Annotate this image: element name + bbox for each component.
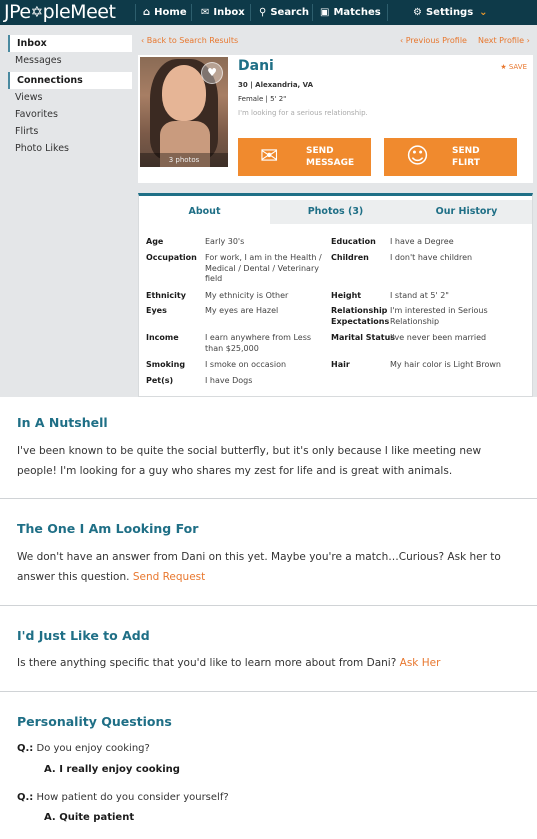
profile-seeking: I'm looking for a serious relationship. [238, 109, 368, 117]
detail-label: Smoking [146, 360, 186, 369]
sidebar-item-favorites[interactable]: Favorites [15, 109, 58, 120]
profile-card [138, 55, 533, 183]
previous-profile-link[interactable]: ‹ Previous Profile [400, 36, 467, 45]
profile-tabs [139, 200, 532, 224]
section-like-to-add [0, 606, 537, 692]
next-profile-link[interactable]: Next Profile › [478, 36, 530, 45]
section-title: The One I Am Looking For [17, 521, 199, 536]
section-text: I've been known to be quite the social butterfly, but it's only because I like meeting new people! I'm looking for a guy who shares my zest for life and is great with animals. [17, 445, 482, 477]
sidebar-item-connections[interactable]: Connections [8, 72, 132, 89]
section-looking-for [0, 499, 537, 606]
section-text: We don't have an answer from Dani on this yet. Maybe you're a match…Curious? Ask her to answer this question. Send Request [17, 551, 501, 583]
photo-count-caption: 3 photos [140, 153, 228, 167]
answer: A. Quite patient [44, 812, 135, 823]
detail-label: Age [146, 237, 164, 246]
nav-divider [191, 4, 192, 21]
detail-value: For work, I am in the Health / Medical / Dental / Veterinary field [205, 253, 322, 283]
home-icon: ⌂ [143, 7, 151, 18]
top-nav-bar [0, 0, 537, 25]
detail-value: I have Dogs [205, 376, 253, 385]
brand-logo[interactable]: JPe✡pleMeet [4, 1, 116, 23]
section-nutshell [0, 397, 537, 499]
section-text: Is there anything specific that you'd like to learn more about from Dani? Ask Her [17, 657, 441, 669]
detail-label: Eyes [146, 306, 167, 315]
sidebar-item-flirts[interactable]: Flirts [15, 126, 39, 137]
detail-label: Pet(s) [146, 376, 174, 385]
back-to-search-link[interactable]: ‹ Back to Search Results [141, 36, 239, 45]
star-of-david-icon: ✡ [30, 3, 43, 21]
detail-label: Ethnicity [146, 291, 186, 300]
detail-label: Education [331, 237, 376, 246]
section-title: I'd Just Like to Add [17, 628, 150, 643]
detail-label: Occupation [146, 253, 197, 262]
nav-home[interactable]: ⌂ Home [143, 7, 187, 18]
detail-value: I don't have children [390, 253, 473, 262]
envelope-icon: ✉ [260, 144, 279, 169]
detail-label: Income [146, 333, 179, 342]
detail-value: My ethnicity is Other [205, 291, 289, 300]
question: Q.: How patient do you consider yourself? [17, 792, 229, 803]
detail-value: I've never been married [390, 333, 487, 342]
detail-value: My eyes are Hazel [205, 306, 279, 315]
gear-icon: ⚙ [413, 7, 422, 18]
detail-value: I earn anywhere from Less than $25,000 [205, 333, 312, 353]
detail-label: Marital Status [331, 333, 396, 342]
detail-label: Hair [331, 360, 350, 369]
sidebar-item-photo-likes[interactable]: Photo Likes [15, 143, 70, 154]
section-title: Personality Questions [17, 714, 172, 729]
section-title: In A Nutshell [17, 415, 108, 430]
tab-photos[interactable]: Photos (3) [307, 206, 364, 217]
detail-label: Relationship Expectations [331, 306, 390, 326]
chevron-down-icon: ⌄ [479, 7, 488, 18]
detail-value: I smoke on occasion [205, 360, 287, 369]
sidebar-item-messages[interactable]: Messages [15, 55, 62, 66]
profile-details-panel [138, 193, 533, 397]
answer: A. I really enjoy cooking [44, 764, 180, 775]
sidebar-item-views[interactable]: Views [15, 92, 43, 103]
search-icon: ⚲ [259, 7, 267, 18]
send-flirt-button[interactable]: ☺ SEND FLIRT [384, 138, 517, 176]
profile-age-location: 30 | Alexandria, VA [238, 81, 314, 89]
tab-our-history[interactable]: Our History [435, 206, 498, 217]
question: Q.: Do you enjoy cooking? [17, 743, 150, 754]
envelope-icon: ✉ [201, 7, 210, 18]
ask-her-link[interactable]: Ask Her [399, 657, 441, 669]
profile-gender-height: Female | 5' 2" [238, 95, 287, 103]
sidebar-item-inbox[interactable]: Inbox [8, 35, 132, 52]
send-request-link[interactable]: Send Request [132, 571, 206, 583]
nav-search[interactable]: ⚲ Search [259, 7, 310, 18]
photo-face-shape [162, 65, 206, 121]
save-profile-link[interactable]: ★ SAVE [500, 63, 527, 71]
nav-inbox[interactable]: ✉ Inbox [201, 7, 245, 18]
detail-value: I have a Degree [390, 237, 454, 246]
wink-face-icon: ☺ [406, 144, 429, 169]
nav-settings[interactable]: ⚙ Settings ⌄ [413, 7, 488, 18]
photo-like-icon[interactable]: ♥ [201, 62, 223, 84]
tab-about[interactable]: About [139, 200, 270, 224]
profile-name: Dani [238, 58, 274, 74]
detail-value: I stand at 5' 2" [390, 291, 449, 300]
nav-matches[interactable]: ▣ Matches [320, 7, 381, 18]
sidebar [8, 35, 132, 157]
detail-label: Height [331, 291, 362, 300]
detail-value: Early 30's [205, 237, 245, 246]
nav-divider [135, 4, 136, 21]
detail-value: My hair color is Light Brown [390, 360, 501, 369]
detail-value: I'm interested in Serious Relationship [390, 306, 488, 326]
send-message-button[interactable]: ✉ SEND MESSAGE [238, 138, 371, 176]
detail-label: Children [331, 253, 369, 262]
section-personality [0, 692, 537, 839]
nav-divider [250, 4, 251, 21]
matches-icon: ▣ [320, 7, 330, 18]
profile-photo[interactable] [140, 57, 228, 167]
nav-divider [312, 4, 313, 21]
nav-divider [387, 4, 388, 21]
